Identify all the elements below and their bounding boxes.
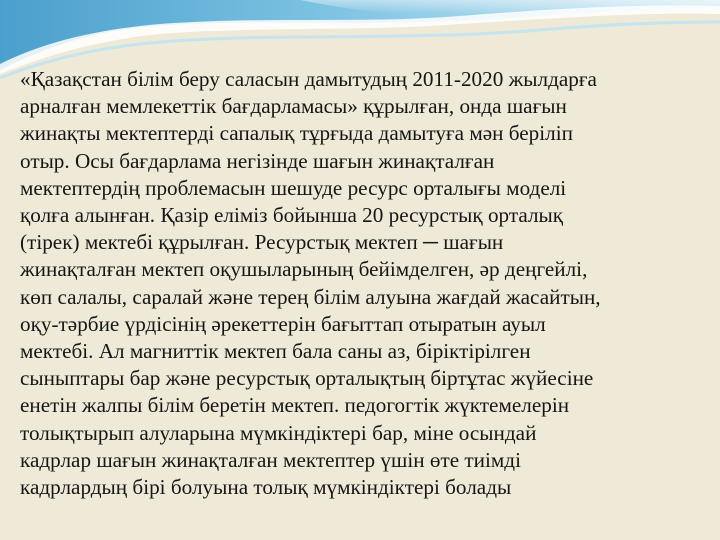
text-line: жинақты мектептерді сапалық тұрғыда дамытуға мән беріліп [20,121,573,146]
text-line: жинақталған мектеп оқушыларының бейімделген, әр деңгейлі, [20,257,588,282]
text-line: «Қазақстан білім беру саласын дамытудың 2011-2020 жылдарға [20,67,597,91]
body-text [20,66,710,501]
text-line: (тірек) мектебі құрылған. Ресурстық мектеп ─ шағын [20,230,504,255]
text-line: қолға алынған. Қазір еліміз бойынша 20 ресурстық орталық [20,203,564,228]
text-line: оқу-тәрбие үрдісінің әрекеттерін бағыттап отыратын ауыл [20,311,546,336]
text-line: мектебі. Ал магниттік мектеп бала саны аз, біріктірілген [20,339,531,364]
text-line: мектептердің проблемасын шешуде ресурс орталығы моделі [20,175,567,200]
text-line: арналған мемлекеттік бағдарламасы» құрылған, онда шағын [20,94,567,119]
text-line: толықтырып алуларына мүмкіндіктері бар, міне осындай [20,420,537,445]
text-line: көп салалы, саралай және терең білім алуына жағдай жасайтын, [20,284,601,309]
text-line: кадрлардың бірі болуына толық мүмкіндіктері болады [20,475,512,500]
text-line: отыр. Осы бағдарлама негізінде шағын жинақталған [20,148,495,173]
text-line: енетін жалпы білім беретін мектеп. педогогтік жүктемелерін [20,393,570,418]
text-line: сыныптары бар және ресурстық орталықтың біртұтас жүйесіне [20,366,594,391]
text-line: кадрлар шағын жинақталған мектептер үшін өте тиімді [20,447,521,472]
